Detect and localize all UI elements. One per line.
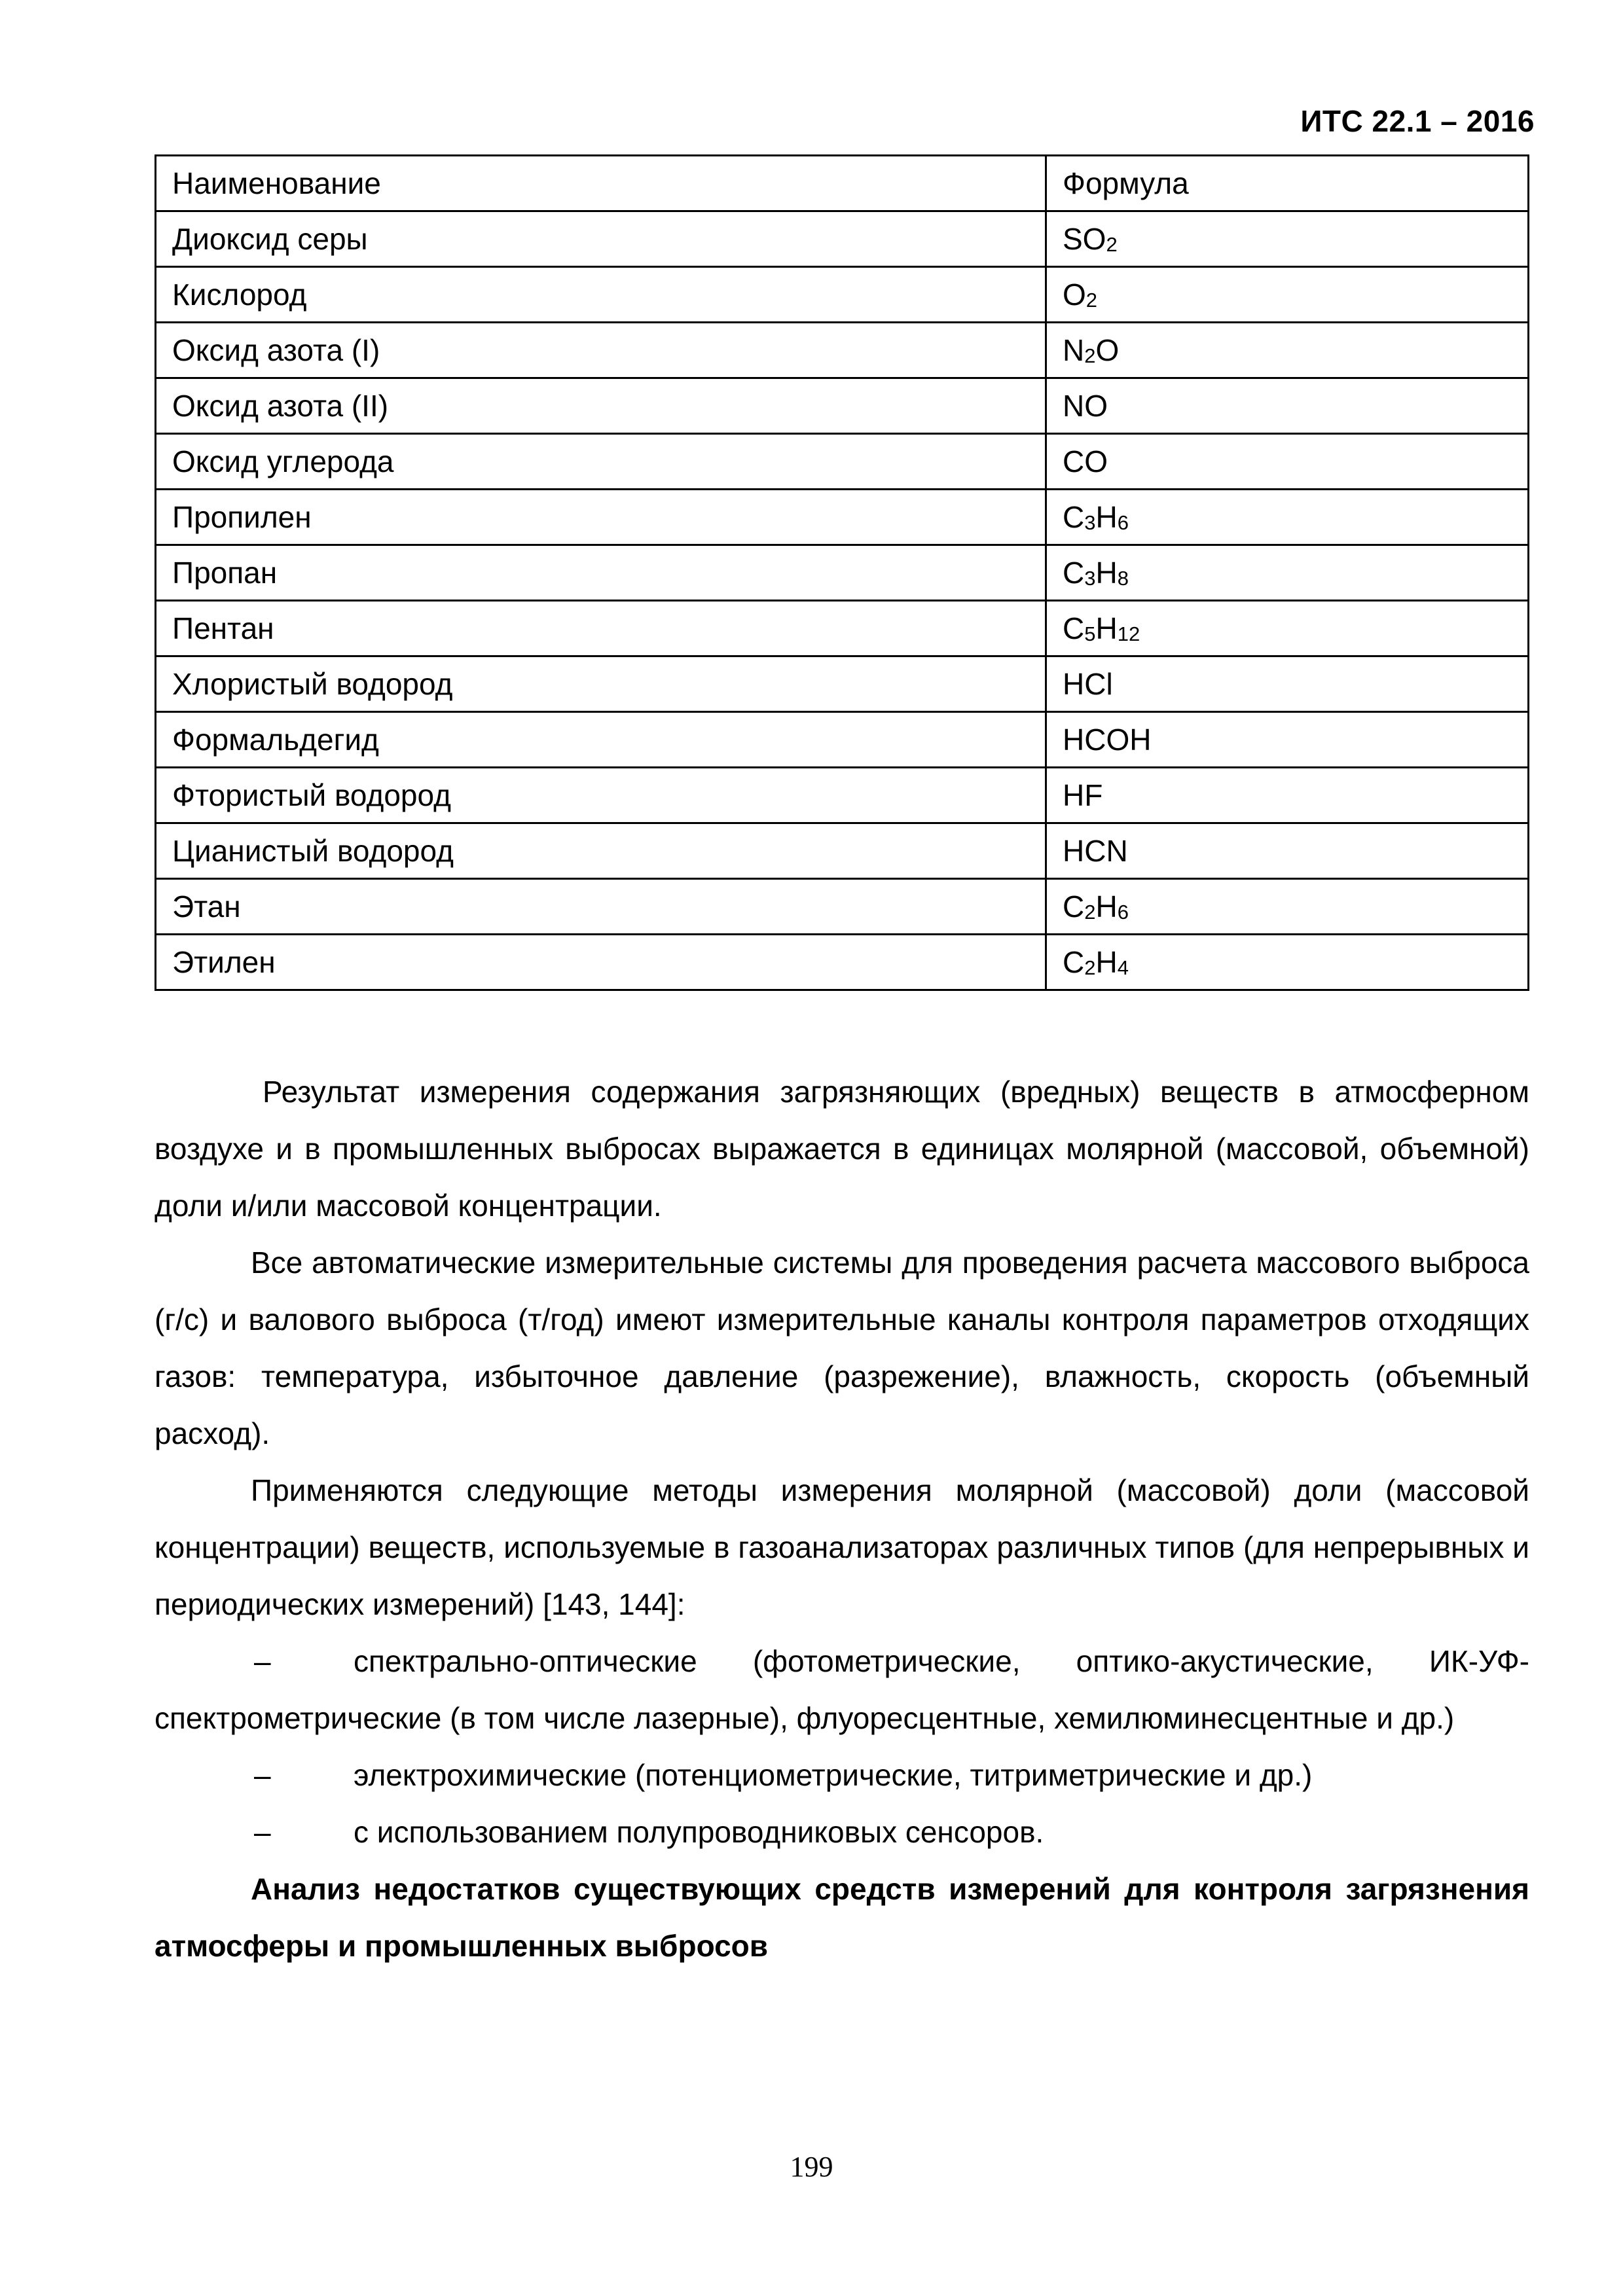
list-item-text: электрохимические (потенциометрические, титриметрические и др.)	[354, 1758, 1313, 1792]
formula-subscript: 12	[1117, 622, 1140, 645]
substance-name-cell: Этан	[156, 879, 1046, 935]
formula-subscript: 5	[1084, 622, 1096, 645]
formula-subscript: 2	[1084, 956, 1096, 979]
formula-text: HCN	[1063, 834, 1128, 868]
formula-subscript: 6	[1117, 901, 1129, 924]
substance-formula-cell	[1046, 267, 1529, 323]
table-row	[156, 211, 1529, 267]
table-row	[156, 323, 1529, 378]
formula-text: HCl	[1063, 667, 1113, 701]
substance-formula-cell	[1046, 211, 1529, 267]
formula-text: HF	[1063, 778, 1103, 812]
substance-formula-cell	[1046, 545, 1529, 601]
header-cell-formula: Формула	[1046, 156, 1529, 211]
list-dash: –	[254, 1815, 271, 1849]
document-code: ИТС 22.1 – 2016	[1300, 104, 1535, 138]
formula-text: H	[1095, 611, 1118, 645]
substance-name-cell: Оксид углерода	[156, 434, 1046, 490]
substance-formula-cell	[1046, 601, 1529, 656]
substance-formula-cell	[1046, 490, 1529, 545]
table-row	[156, 490, 1529, 545]
table-row	[156, 823, 1529, 879]
table-row	[156, 712, 1529, 768]
body-text	[155, 1064, 1529, 1975]
substance-formula-cell	[1046, 879, 1529, 935]
formula-text: H	[1095, 889, 1118, 924]
table-row	[156, 656, 1529, 712]
table-row	[156, 879, 1529, 935]
substance-formula-cell	[1046, 768, 1529, 823]
formula-subscript: 3	[1084, 567, 1096, 590]
table-row	[156, 601, 1529, 656]
formula-text: C	[1063, 611, 1085, 645]
formula-text: N	[1063, 333, 1085, 367]
substance-name-cell: Хлористый водород	[156, 656, 1046, 712]
substance-name-cell: Кислород	[156, 267, 1046, 323]
table-row	[156, 768, 1529, 823]
formula-text: H	[1095, 556, 1118, 590]
formula-text: H	[1095, 500, 1118, 534]
paragraph-measurement-result: Результат измерения содержания загрязняющих (вредных) веществ в атмосферном воздухе и в промышленных выбросах выражается в единицах молярной (массовой, объемной) доли и/или массовой концентрации.	[155, 1075, 1529, 1223]
formula-text: H	[1095, 945, 1118, 979]
table-row	[156, 545, 1529, 601]
formula-subscript: 6	[1117, 511, 1129, 534]
formula-subscript: 8	[1117, 567, 1129, 590]
formula-text: O	[1095, 333, 1120, 367]
formula-subscript: 2	[1084, 344, 1096, 367]
formula-text: HCOH	[1063, 723, 1152, 757]
table-row	[156, 935, 1529, 990]
substance-formula-cell	[1046, 656, 1529, 712]
substance-name-cell: Пентан	[156, 601, 1046, 656]
formula-subscript: 4	[1117, 956, 1129, 979]
formula-subscript: 3	[1084, 511, 1096, 534]
formula-text: SO	[1063, 222, 1106, 256]
formula-text: C	[1063, 889, 1085, 924]
substance-formula-cell	[1046, 823, 1529, 879]
list-item-spectral-optical	[155, 1633, 1529, 1747]
page-number: 199	[790, 2151, 833, 2183]
substance-name-cell: Формальдегид	[156, 712, 1046, 768]
substance-name-cell: Оксид азота (I)	[156, 323, 1046, 378]
list-item-semiconductor	[155, 1804, 1529, 1861]
substance-name-cell: Фтористый водород	[156, 768, 1046, 823]
formula-text: C	[1063, 500, 1085, 534]
substance-formula-cell	[1046, 434, 1529, 490]
formula-text: O	[1063, 278, 1086, 312]
substance-name-cell: Диоксид серы	[156, 211, 1046, 267]
substance-name-cell: Цианистый водород	[156, 823, 1046, 879]
substance-name-cell: Этилен	[156, 935, 1046, 990]
formula-subscript: 2	[1106, 233, 1118, 256]
substance-formula-cell	[1046, 378, 1529, 434]
list-item-electrochemical	[155, 1747, 1529, 1804]
formula-subscript: 2	[1084, 901, 1096, 924]
table-row	[156, 267, 1529, 323]
table-row	[156, 378, 1529, 434]
table-row	[156, 434, 1529, 490]
substance-formula-cell	[1046, 323, 1529, 378]
substance-formula-cell	[1046, 712, 1529, 768]
formula-text: C	[1063, 556, 1085, 590]
substance-name-cell: Пропилен	[156, 490, 1046, 545]
substances-table	[155, 154, 1529, 991]
table-header-row	[156, 156, 1529, 211]
list-dash: –	[254, 1758, 271, 1792]
substance-formula-cell	[1046, 935, 1529, 990]
formula-text: C	[1063, 945, 1085, 979]
substances-table-body	[156, 156, 1529, 990]
list-item-text: с использованием полупроводниковых сенсоров.	[354, 1815, 1044, 1849]
header-cell-name: Наименование	[156, 156, 1046, 211]
formula-subscript: 2	[1085, 289, 1098, 312]
formula-text: CO	[1063, 444, 1108, 478]
paragraph-automatic-systems: Все автоматические измерительные системы для проведения расчета массового выброса (г/с) и валового выброса (т/год) имеют измерительные каналы контроля параметров отходящих газов: температура, избыточное давление (разрежение), влажность, скорость (объемный расход).	[155, 1246, 1529, 1450]
section-heading: Анализ недостатков существующих средств измерений для контроля загрязнения атмосферы и промышленных выбросов	[155, 1872, 1529, 1963]
substance-name-cell: Оксид азота (II)	[156, 378, 1046, 434]
list-dash: –	[254, 1644, 271, 1678]
paragraph-methods: Применяются следующие методы измерения молярной (массовой) доли (массовой концентрации) веществ, используемые в газоанализаторах различных типов (для непрерывных и периодических измерений) [143, 144]:	[155, 1473, 1529, 1621]
formula-text: NO	[1063, 389, 1108, 423]
list-item-text: спектрально-оптические (фотометрические, оптико-акустические, ИК-УФ-спектрометрические (в том числе лазерные), флуоресцентные, хемилюминесцентные и др.)	[155, 1644, 1529, 1735]
substance-name-cell: Пропан	[156, 545, 1046, 601]
